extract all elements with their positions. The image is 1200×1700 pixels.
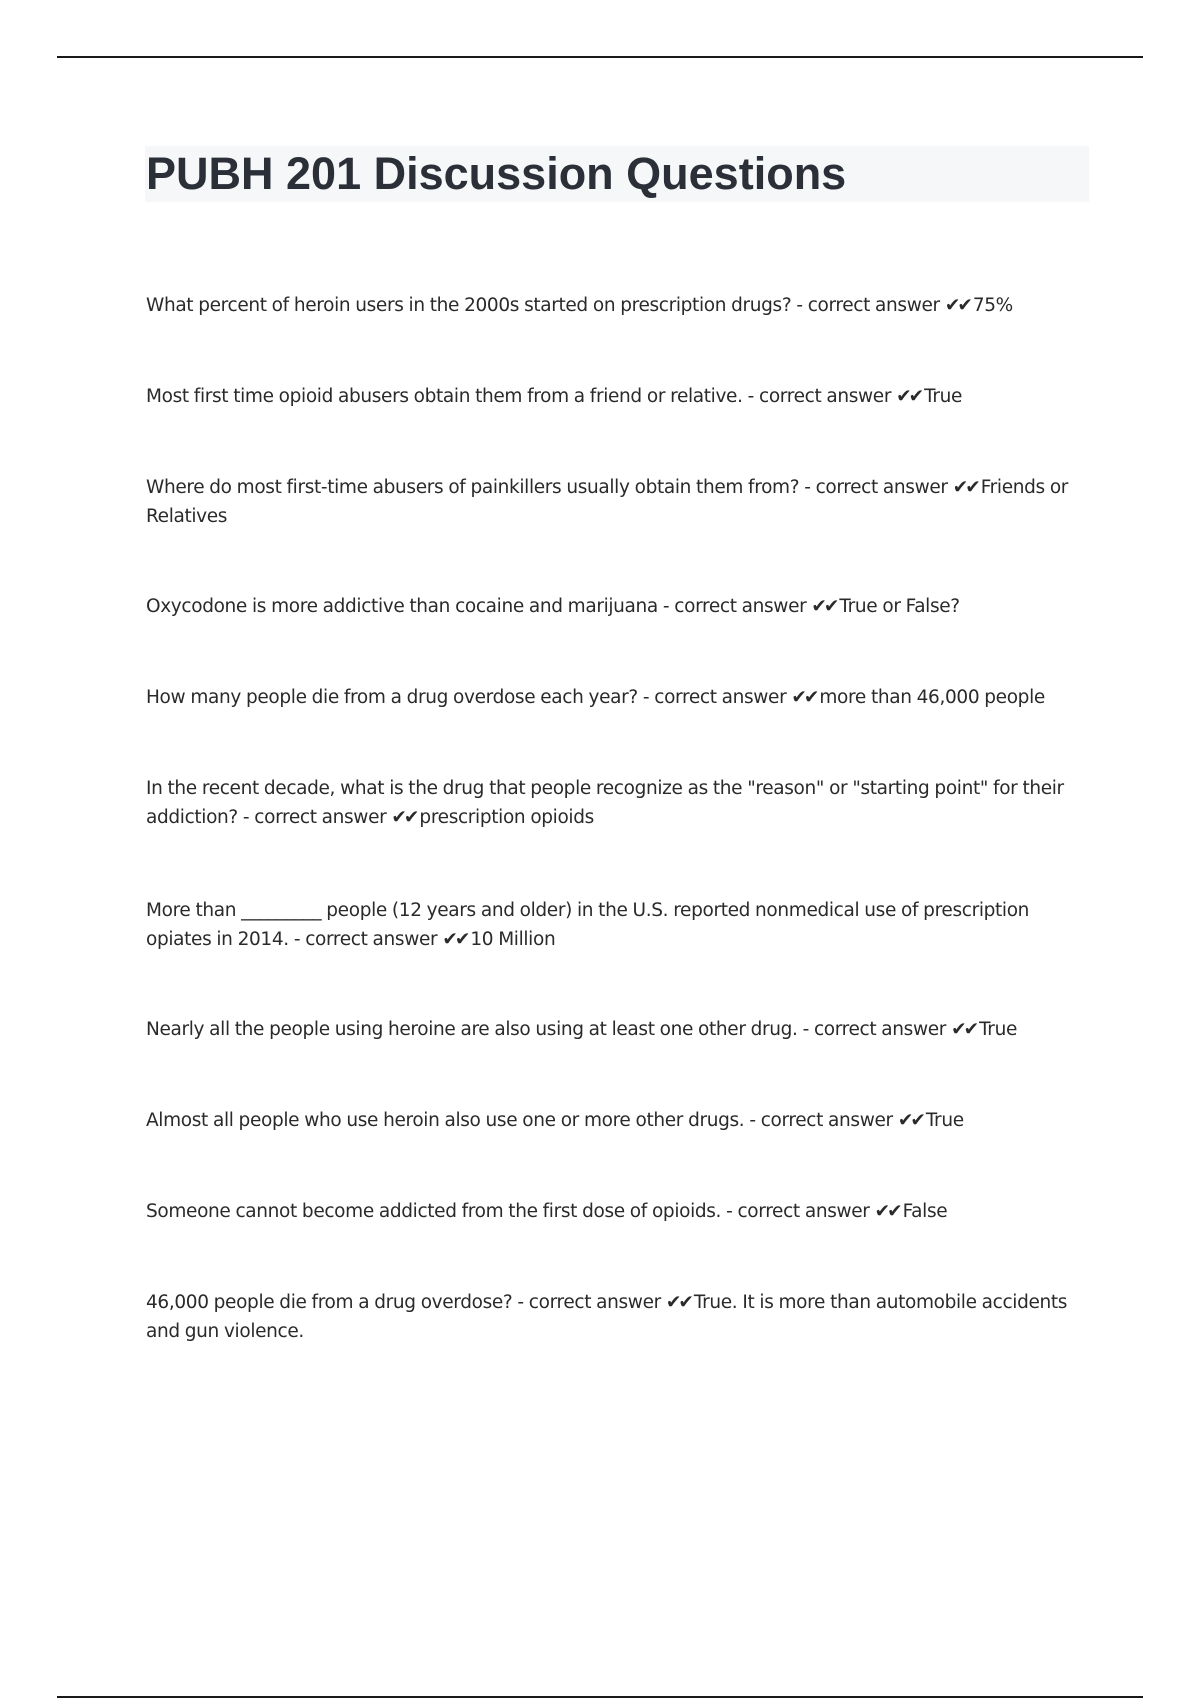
answer-label: correct answer — [674, 596, 807, 617]
double-check-icon: ✔✔ — [442, 929, 468, 950]
separator: - — [799, 477, 816, 498]
answer-text: True or False? — [839, 596, 960, 617]
question-text: Oxycodone is more addictive than cocaine and marijuana — [146, 596, 658, 617]
answer-text: Friends or Relatives — [146, 477, 1069, 527]
separator: - — [742, 386, 760, 407]
separator: - — [744, 1110, 761, 1131]
answer-label: correct answer — [815, 477, 948, 498]
double-check-icon: ✔✔ — [897, 1110, 923, 1131]
double-check-icon: ✔✔ — [952, 477, 978, 498]
separator: - — [797, 1019, 814, 1040]
answer-text: True — [924, 386, 963, 407]
answer-label: correct answer — [654, 687, 787, 708]
answer-label: correct answer — [305, 929, 438, 950]
qa-item — [146, 1015, 1092, 1044]
double-check-icon: ✔✔ — [665, 1292, 691, 1313]
qa-item — [146, 291, 1092, 320]
qa-item — [146, 896, 1092, 954]
double-check-icon: ✔✔ — [391, 807, 417, 828]
double-check-icon: ✔✔ — [874, 1201, 900, 1222]
qa-item — [146, 592, 1092, 621]
separator: - — [721, 1201, 738, 1222]
double-check-icon: ✔✔ — [951, 1019, 977, 1040]
separator: - — [637, 687, 655, 708]
qa-item — [146, 774, 1092, 832]
answer-text: 75% — [972, 295, 1013, 316]
qa-item — [146, 1197, 1092, 1226]
answer-label: correct answer — [759, 386, 892, 407]
question-text: How many people die from a drug overdose each year? — [146, 687, 638, 708]
qa-item — [146, 1288, 1092, 1346]
qa-item — [146, 683, 1092, 712]
double-check-icon: ✔✔ — [791, 687, 817, 708]
question-text: Someone cannot become addicted from the first dose of opioids. — [146, 1201, 722, 1222]
answer-label: correct answer — [807, 295, 940, 316]
question-text: Where do most first-time abusers of painkillers usually obtain them from? — [146, 477, 800, 498]
answer-text: prescription opioids — [419, 807, 594, 828]
question-text: Most first time opioid abusers obtain them from a friend or relative. — [146, 386, 743, 407]
bottom-rule — [57, 1696, 1143, 1698]
question-text: 46,000 people die from a drug overdose? — [146, 1292, 513, 1313]
separator: - — [791, 295, 808, 316]
answer-text: more than 46,000 people — [819, 687, 1045, 708]
question-text: More than _________ people (12 years and older) in the U.S. reported nonmedical use of prescription opiates in 2014. — [146, 900, 1030, 950]
qa-item — [146, 1106, 1092, 1135]
answer-label: correct answer — [528, 1292, 661, 1313]
top-rule — [57, 56, 1143, 58]
answer-text: True — [979, 1019, 1017, 1040]
answer-text: False — [902, 1201, 948, 1222]
question-text: What percent of heroin users in the 2000s started on prescription drugs? — [146, 295, 792, 316]
answer-label: correct answer — [737, 1201, 870, 1222]
double-check-icon: ✔✔ — [811, 596, 837, 617]
qa-item — [146, 473, 1092, 531]
separator: - — [512, 1292, 529, 1313]
answer-label: correct answer — [760, 1110, 893, 1131]
question-text: In the recent decade, what is the drug that people recognize as the "reason" or "starting point" for their addiction? — [146, 778, 1064, 828]
answer-label: correct answer — [813, 1019, 947, 1040]
answer-label: correct answer — [254, 807, 387, 828]
separator: - — [657, 596, 675, 617]
question-text: Almost all people who use heroin also use one or more other drugs. — [146, 1110, 745, 1131]
double-check-icon: ✔✔ — [896, 386, 922, 407]
answer-text: True — [925, 1110, 964, 1131]
double-check-icon: ✔✔ — [944, 295, 970, 316]
qa-item — [146, 382, 1092, 411]
answer-text: 10 Million — [470, 929, 556, 950]
question-text: Nearly all the people using heroine are also using at least one other drug. — [146, 1019, 798, 1040]
separator: - — [288, 929, 306, 950]
separator: - — [237, 807, 255, 828]
answer-text: True. It is more than automobile accidents and gun violence. — [146, 1292, 1068, 1342]
document-title: PUBH 201 Discussion Questions — [146, 148, 847, 199]
